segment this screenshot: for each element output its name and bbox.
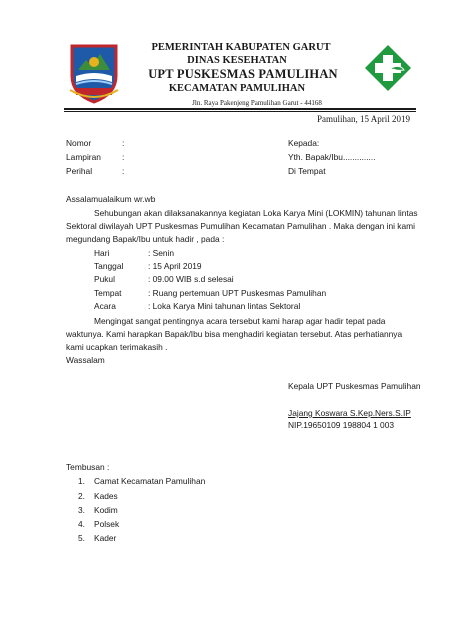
detail-label-tempat: Tempat (94, 288, 122, 298)
tembusan-number: 5. (78, 533, 85, 543)
para1-line-3: megundang Bapak/Ibu untuk hadir , pada : (66, 234, 225, 244)
nomor-colon: : (122, 138, 125, 148)
letterhead-rule-thin (64, 111, 416, 112)
letterhead-rule-thick (64, 108, 416, 110)
detail-value-pukul: : 09.00 WIB s.d selesai (148, 274, 234, 284)
detail-label-tanggal: Tanggal (94, 261, 124, 271)
signature-nip: NIP.19650109 198804 1 003 (288, 420, 395, 430)
detail-value-tanggal: : 15 April 2019 (148, 261, 202, 271)
para2-line-1: Mengingat sangat pentingnya acara tersebut kami harap agar hadir tepat pada (94, 316, 386, 326)
recipient-yth: Yth. Bapak/Ibu.............. (288, 152, 376, 162)
letterhead-line-3: UPT PUSKESMAS PAMULIHAN (148, 67, 338, 81)
recipient-di-tempat: Di Tempat (288, 166, 326, 176)
tembusan-item: Camat Kecamatan Pamulihan (94, 476, 206, 486)
detail-label-hari: Hari (94, 248, 110, 258)
letterhead-line-2: DINAS KESEHATAN (187, 55, 287, 66)
perihal-colon: : (122, 166, 125, 176)
tembusan-item: Kades (94, 491, 118, 501)
tembusan-number: 2. (78, 491, 85, 501)
para1-line-1: Sehubungan akan dilaksanakannya kegiatan Loka Karya Mini (LOKMIN) tahunan lintas (94, 208, 418, 218)
letterhead-address: Jln. Raya Pakenjeng Pamulihan Garut - 44168 (192, 99, 322, 107)
tembusan-number: 3. (78, 505, 85, 515)
lampiran-label: Lampiran (66, 152, 101, 162)
letterhead-line-4: KECAMATAN PAMULIHAN (168, 83, 306, 94)
tembusan-item: Kodim (94, 505, 118, 515)
signature-name: Jajang Koswara S.Kep.Ners.S.IP (288, 408, 411, 418)
nomor-label: Nomor (66, 138, 92, 148)
greeting: Assalamualaikum wr.wb (66, 194, 156, 204)
closing: Wassalam (66, 355, 105, 365)
puskesmas-logo-icon (364, 44, 412, 92)
tembusan-number: 4. (78, 519, 85, 529)
detail-label-pukul: Pukul (94, 274, 115, 284)
tembusan-item: Polsek (94, 519, 120, 529)
perihal-label: Perihal (66, 166, 93, 176)
detail-value-tempat: : Ruang pertemuan UPT Puskesmas Pamulihan (148, 288, 327, 298)
letterhead-line-1: PEMERINTAH KABUPATEN GARUT (151, 42, 331, 53)
letter-date: Pamulihan, 15 April 2019 (317, 114, 410, 124)
tembusan-heading: Tembusan : (66, 462, 110, 472)
para2-line-2: waktunya. Kami harapkan Bapak/Ibu bisa menghadiri kegiatan tersebut. Atas perhatiannya (66, 329, 403, 339)
tembusan-number: 1. (78, 476, 85, 486)
detail-value-acara: : Loka Karya Mini tahunan lintas Sektoral (148, 301, 301, 311)
signature-title: Kepala UPT Puskesmas Pamulihan (288, 381, 421, 391)
recipient-kepada: Kepada: (288, 138, 320, 148)
tembusan-item: Kader (94, 533, 117, 543)
detail-value-hari: : Senin (148, 248, 175, 258)
para2-line-3: kami ucapkan terimakasih . (66, 342, 168, 352)
detail-label-acara: Acara (94, 301, 116, 311)
para1-line-2: Sektoral diwilayah UPT Puskesmas Pumulihan Kecamatan Pamulihan . Maka dengan ini kami (66, 221, 415, 231)
lampiran-colon: : (122, 152, 125, 162)
